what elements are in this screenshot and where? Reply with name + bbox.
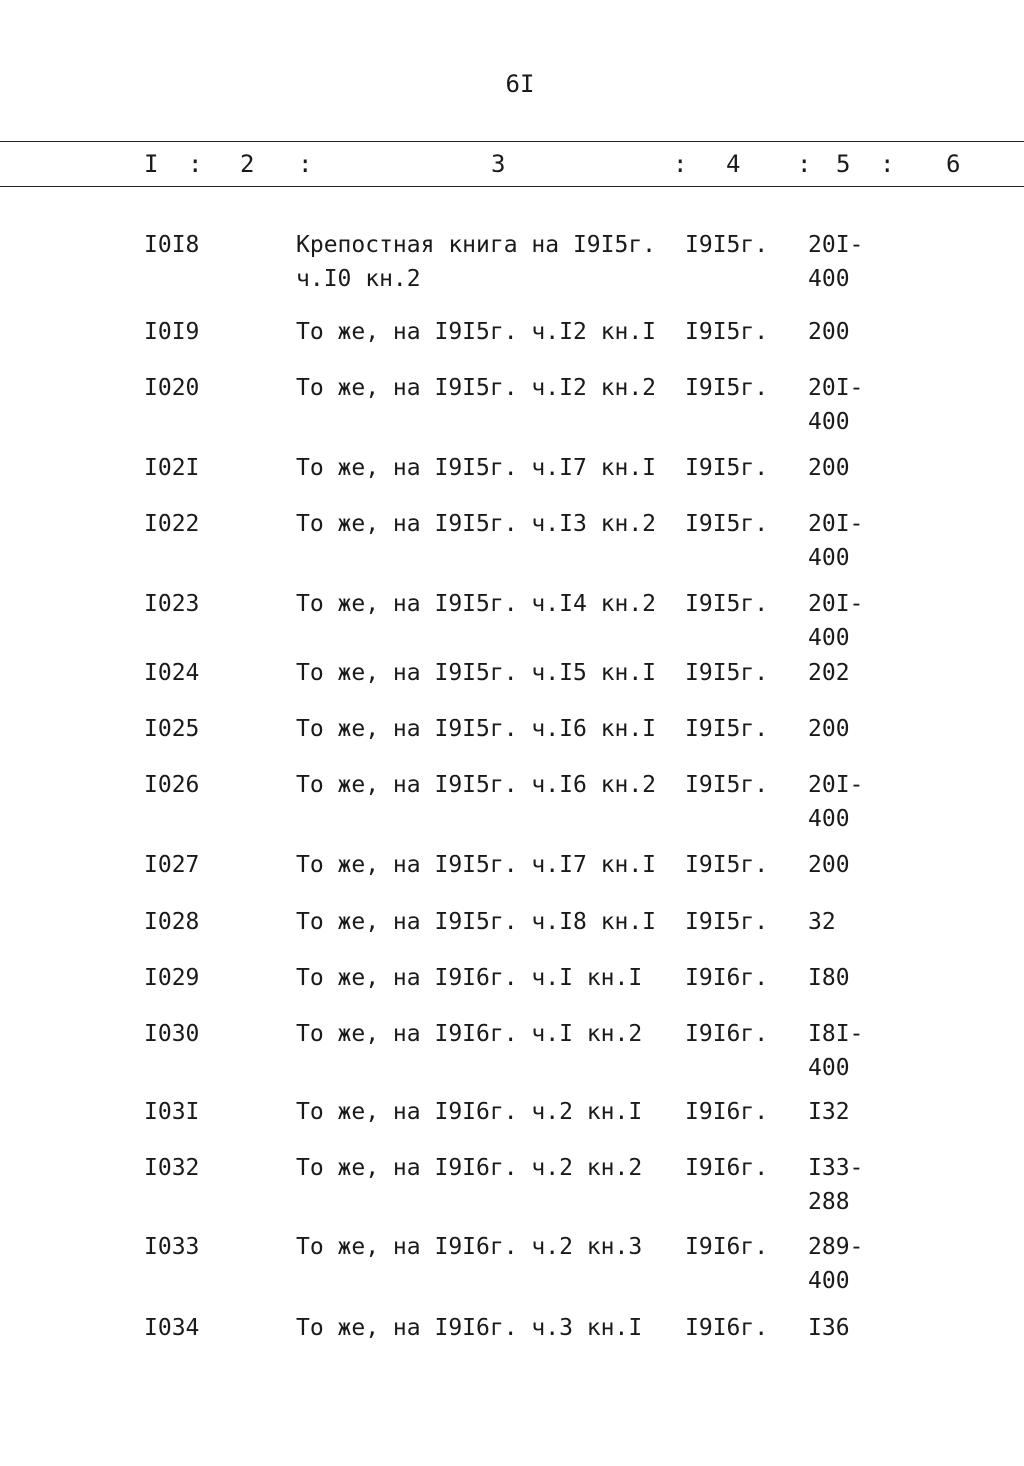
item-pages: I33- 288: [808, 1155, 864, 1215]
item-pages: 289- 400: [808, 1234, 864, 1294]
item-year: I9I5г.: [685, 319, 769, 345]
item-pages: 202: [808, 660, 850, 686]
item-description: То же, на I9I5г. ч.I5 кн.I: [296, 660, 657, 686]
item-pages: I80: [808, 965, 850, 991]
item-number: I025: [144, 716, 200, 742]
item-pages: 20I- 400: [808, 772, 864, 832]
item-description: То же, на I9I6г. ч.I кн.2: [296, 1021, 643, 1047]
item-pages: I8I- 400: [808, 1021, 864, 1081]
item-pages: 32: [808, 909, 836, 935]
item-description: То же, на I9I5г. ч.I7 кн.I: [296, 852, 657, 878]
item-year: I9I5г.: [685, 591, 769, 617]
item-year: I9I5г.: [685, 909, 769, 935]
item-number: I032: [144, 1155, 200, 1181]
header-col-5: 5: [836, 150, 851, 178]
item-number: I028: [144, 909, 200, 935]
item-pages: 20I- 400: [808, 511, 864, 571]
table-header: [0, 146, 1024, 182]
item-description: То же, на I9I6г. ч.I кн.I: [296, 965, 643, 991]
item-year: I9I5г.: [685, 660, 769, 686]
item-number: I030: [144, 1021, 200, 1047]
header-separator: :: [880, 150, 895, 178]
item-description: То же, на I9I5г. ч.I6 кн.I: [296, 716, 657, 742]
item-description: То же, на I9I5г. ч.I3 кн.2: [296, 511, 657, 537]
item-description: То же, на I9I6г. ч.3 кн.I: [296, 1315, 643, 1341]
header-col-6: 6: [946, 150, 961, 178]
item-number: I02I: [144, 455, 200, 481]
item-year: I9I5г.: [685, 852, 769, 878]
item-number: I020: [144, 375, 200, 401]
item-number: I0I8: [144, 232, 200, 258]
item-year: I9I6г.: [685, 965, 769, 991]
table-top-rule: [0, 141, 1024, 142]
item-description: То же, на I9I5г. ч.I6 кн.2: [296, 772, 657, 798]
header-separator: :: [673, 150, 688, 178]
header-separator: :: [188, 150, 203, 178]
item-number: I023: [144, 591, 200, 617]
item-pages: 200: [808, 455, 850, 481]
item-year: I9I6г.: [685, 1099, 769, 1125]
item-number: I022: [144, 511, 200, 537]
item-number: I029: [144, 965, 200, 991]
page-number: 6I: [505, 70, 535, 98]
item-pages: 200: [808, 319, 850, 345]
item-year: I9I5г.: [685, 232, 769, 258]
item-pages: 20I- 400: [808, 232, 864, 292]
item-description: То же, на I9I6г. ч.2 кн.I: [296, 1099, 643, 1125]
item-pages: 200: [808, 852, 850, 878]
item-number: I033: [144, 1234, 200, 1260]
header-col-1: I: [144, 150, 159, 178]
header-col-2: 2: [240, 150, 255, 178]
item-year: I9I6г.: [685, 1234, 769, 1260]
header-col-3: 3: [491, 150, 506, 178]
item-number: I034: [144, 1315, 200, 1341]
item-number: I027: [144, 852, 200, 878]
item-number: I026: [144, 772, 200, 798]
item-description: То же, на I9I5г. ч.I4 кн.2: [296, 591, 657, 617]
item-year: I9I5г.: [685, 375, 769, 401]
item-number: I0I9: [144, 319, 200, 345]
header-separator: :: [298, 150, 313, 178]
item-year: I9I5г.: [685, 716, 769, 742]
item-description: То же, на I9I6г. ч.2 кн.2: [296, 1155, 643, 1181]
table-header-rule: [0, 186, 1024, 187]
item-description: Крепостная книга на I9I5г. ч.I0 кн.2: [296, 232, 657, 292]
item-year: I9I5г.: [685, 772, 769, 798]
item-pages: 20I- 400: [808, 591, 864, 651]
item-number: I024: [144, 660, 200, 686]
item-description: То же, на I9I5г. ч.I8 кн.I: [296, 909, 657, 935]
header-separator: :: [797, 150, 812, 178]
item-year: I9I6г.: [685, 1315, 769, 1341]
item-description: То же, на I9I6г. ч.2 кн.3: [296, 1234, 643, 1260]
item-description: То же, на I9I5г. ч.I2 кн.2: [296, 375, 657, 401]
item-number: I03I: [144, 1099, 200, 1125]
header-col-4: 4: [726, 150, 741, 178]
item-pages: 200: [808, 716, 850, 742]
item-pages: 20I- 400: [808, 375, 864, 435]
item-description: То же, на I9I5г. ч.I7 кн.I: [296, 455, 657, 481]
item-year: I9I5г.: [685, 455, 769, 481]
item-year: I9I6г.: [685, 1155, 769, 1181]
item-description: То же, на I9I5г. ч.I2 кн.I: [296, 319, 657, 345]
item-pages: I36: [808, 1315, 850, 1341]
item-year: I9I5г.: [685, 511, 769, 537]
item-year: I9I6г.: [685, 1021, 769, 1047]
item-pages: I32: [808, 1099, 850, 1125]
